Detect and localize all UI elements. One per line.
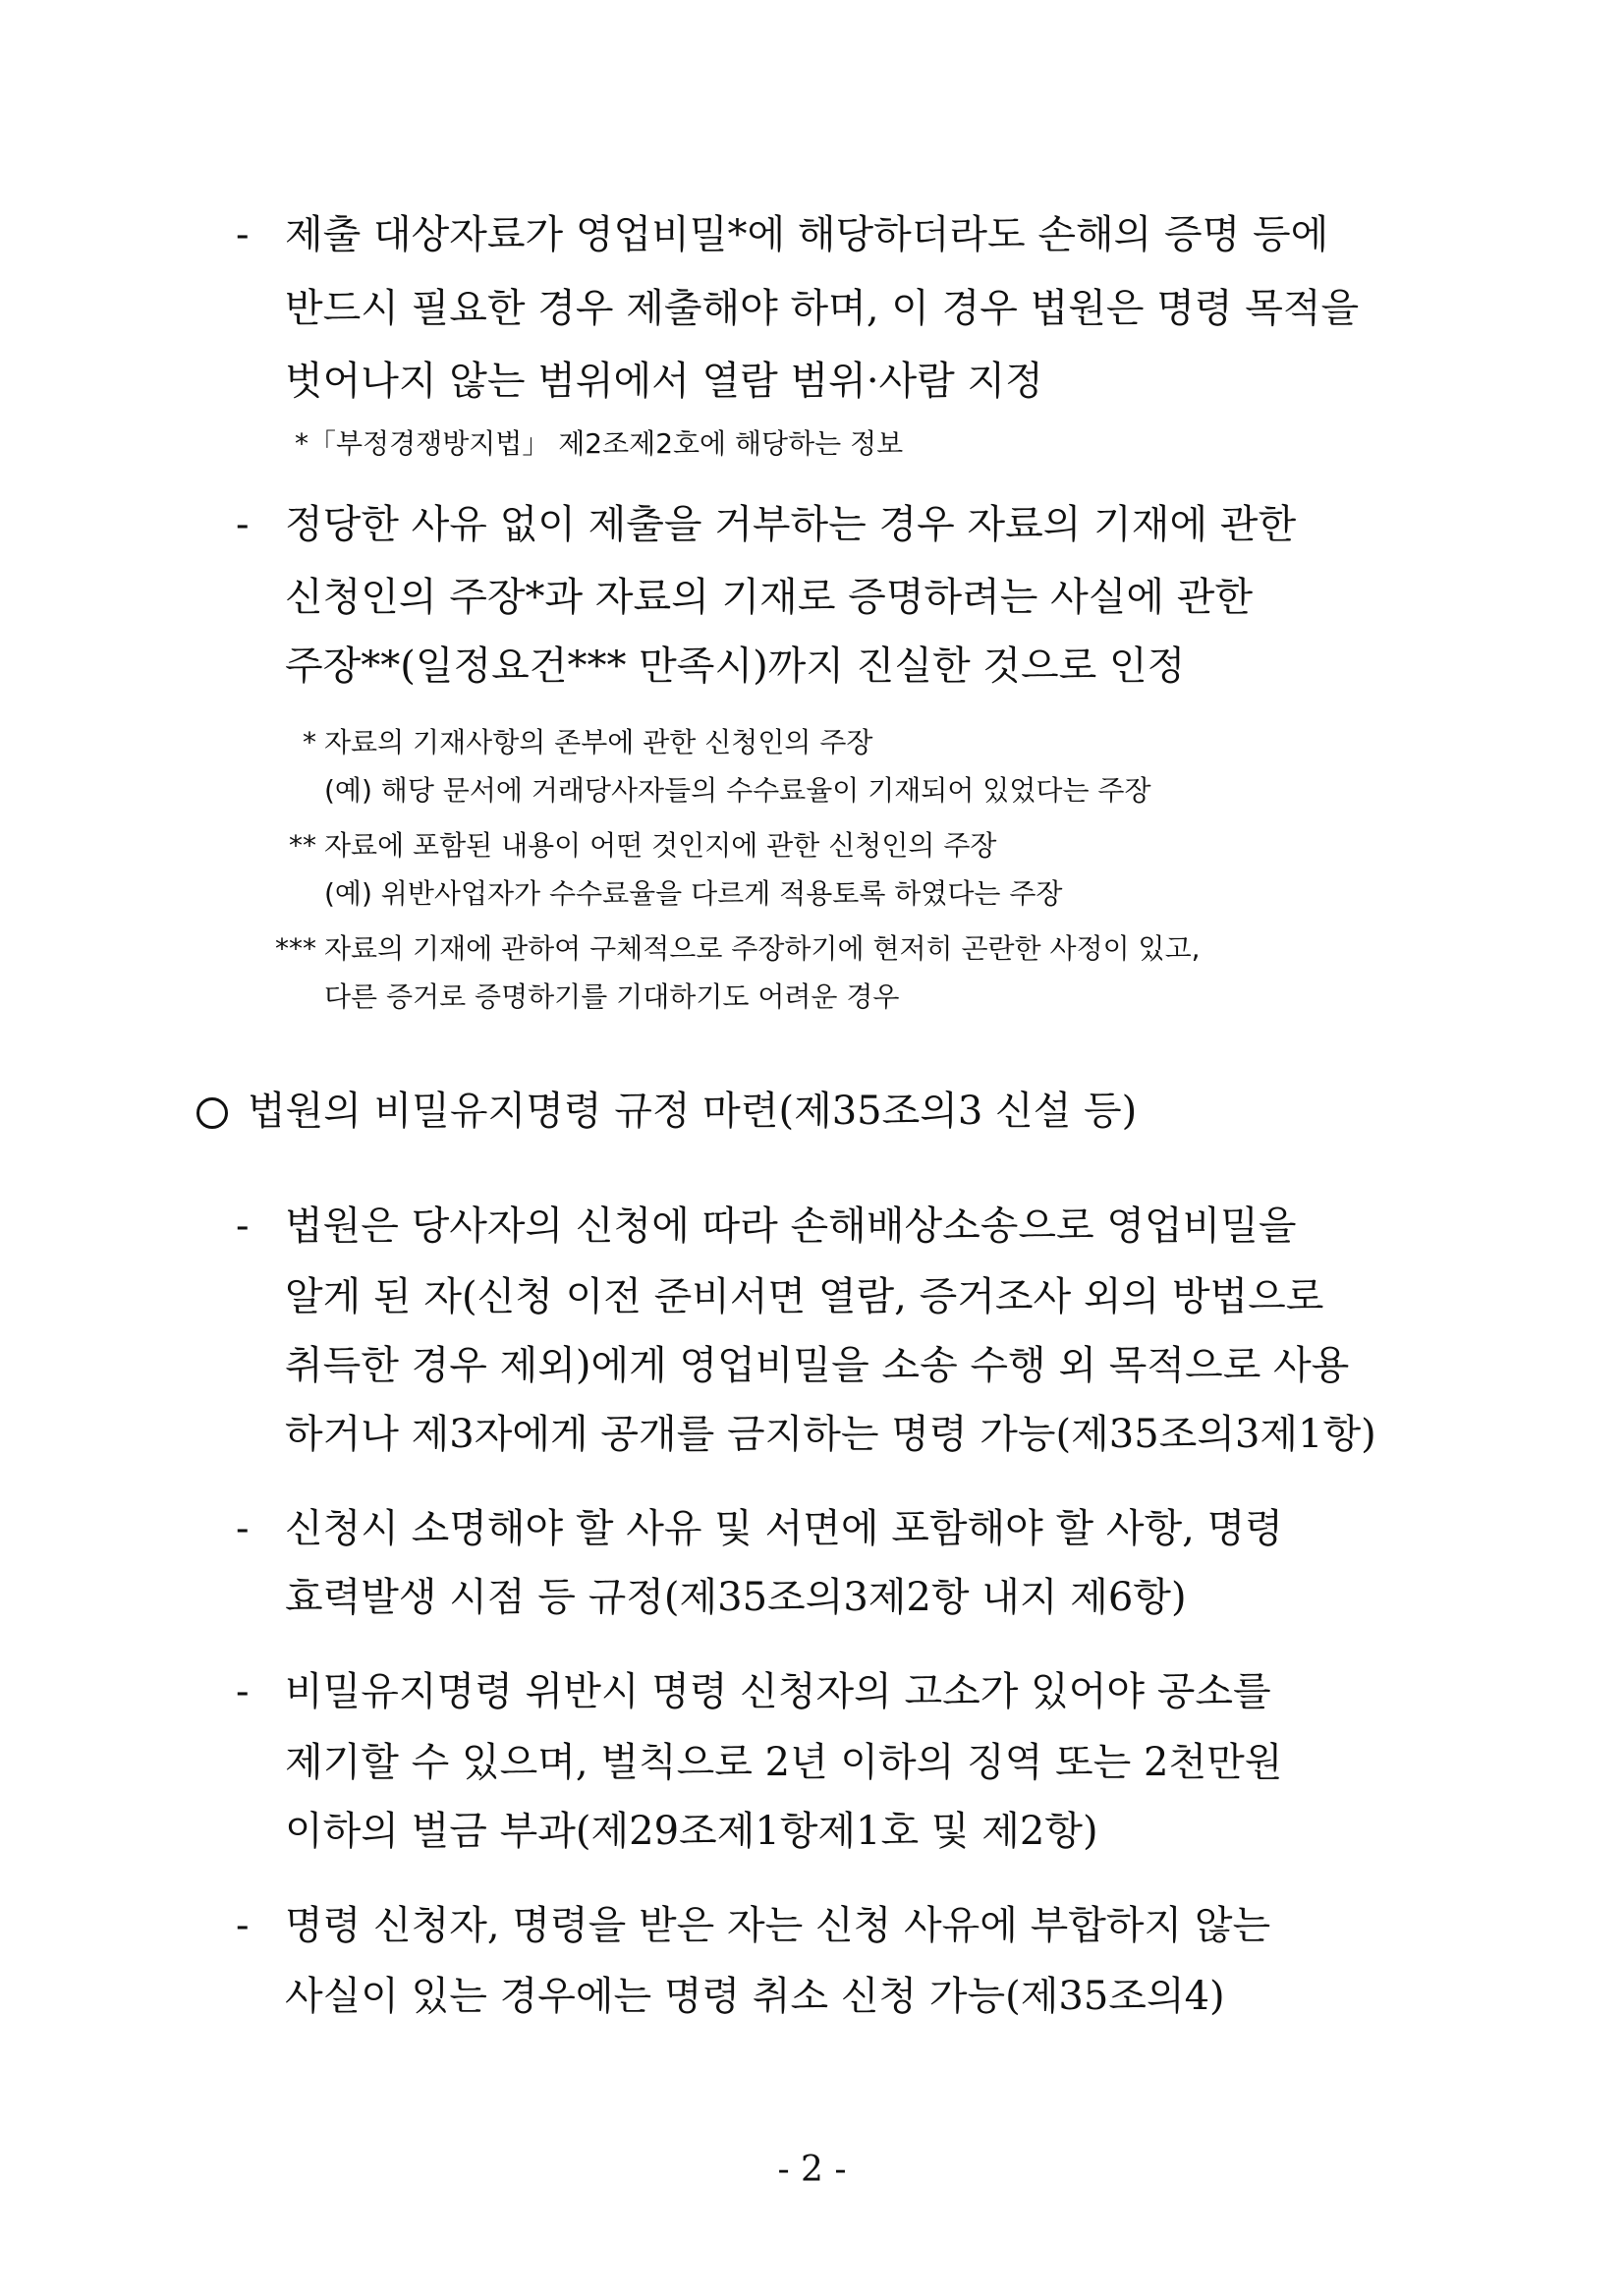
dash-bullet: - <box>236 1903 250 1948</box>
note-mark: * <box>303 726 316 758</box>
item4-line-1: 신청시 소명해야 할 사유 및 서면에 포함해야 할 사항, 명령 <box>285 1506 1283 1551</box>
item6-line-2: 사실이 있는 경우에는 명령 취소 신청 가능(제35조의4) <box>285 1974 1225 2019</box>
item2-line-3: 주장**(일정요건*** 만족시)까지 진실한 것으로 인정 <box>285 644 1186 689</box>
note-text: 자료의 기재에 관하여 구체적으로 주장하기에 현저히 곤란한 사정이 있고, <box>324 932 1201 965</box>
dash-bullet: - <box>236 1506 250 1551</box>
dash-bullet: - <box>236 212 250 257</box>
item3-line-3: 취득한 경우 제외)에게 영업비밀을 소송 수행 외 목적으로 사용 <box>285 1343 1350 1388</box>
dash-bullet: - <box>236 1204 250 1249</box>
item3-line-1: 법원은 당사자의 신청에 따라 손해배상소송으로 영업비밀을 <box>285 1204 1297 1249</box>
note-mark: ** <box>289 829 316 862</box>
item1-line-1: 제출 대상자료가 영업비밀*에 해당하더라도 손해의 증명 등에 <box>285 212 1329 257</box>
note-example: (예) 해당 문서에 거래당사자들의 수수료율이 기재되어 있었다는 주장 <box>324 774 1151 807</box>
note-text: 자료의 기재사항의 존부에 관한 신청인의 주장 <box>324 726 873 758</box>
section-heading: 법원의 비밀유지명령 규정 마련(제35조의3 신설 등) <box>248 1089 1138 1134</box>
item5-line-2: 제기할 수 있으며, 벌칙으로 2년 이하의 징역 또는 2천만원 <box>285 1740 1283 1785</box>
item2-line-1: 정당한 사유 없이 제출을 거부하는 경우 자료의 기재에 관한 <box>285 502 1297 547</box>
note-mark: *** <box>275 932 316 965</box>
item6-line-1: 명령 신청자, 명령을 받은 자는 신청 사유에 부합하지 않는 <box>285 1903 1271 1948</box>
note-text: 자료에 포함된 내용이 어떤 것인지에 관한 신청인의 주장 <box>324 829 997 862</box>
note-example: (예) 위반사업자가 수수료율을 다르게 적용토록 하였다는 주장 <box>324 877 1063 910</box>
item3-line-4: 하거나 제3자에게 공개를 금지하는 명령 가능(제35조의3제1항) <box>285 1412 1376 1457</box>
item2-line-2: 신청인의 주장*과 자료의 기재로 증명하려는 사실에 관한 <box>285 575 1254 620</box>
circle-bullet-icon <box>196 1097 228 1129</box>
item3-line-2: 알게 된 자(신청 이전 준비서면 열람, 증거조사 외의 방법으로 <box>285 1274 1324 1319</box>
page-number: - 2 - <box>777 2150 847 2190</box>
item1-footnote: *「부정경쟁방지법」 제2조제2호에 해당하는 정보 <box>295 427 904 460</box>
dash-bullet: - <box>236 1669 250 1714</box>
item5-line-1: 비밀유지명령 위반시 명령 신청자의 고소가 있어야 공소를 <box>285 1669 1271 1714</box>
item4-line-2: 효력발생 시점 등 규정(제35조의3제2항 내지 제6항) <box>285 1575 1187 1620</box>
item5-line-3: 이하의 벌금 부과(제29조제1항제1호 및 제2항) <box>285 1809 1098 1854</box>
note-text-continued: 다른 증거로 증명하기를 기대하기도 어려운 경우 <box>324 980 900 1013</box>
dash-bullet: - <box>236 502 250 547</box>
item1-line-3: 벗어나지 않는 범위에서 열람 범위·사람 지정 <box>285 359 1043 404</box>
item1-line-2: 반드시 필요한 경우 제출해야 하며, 이 경우 법원은 명령 목적을 <box>285 286 1360 331</box>
